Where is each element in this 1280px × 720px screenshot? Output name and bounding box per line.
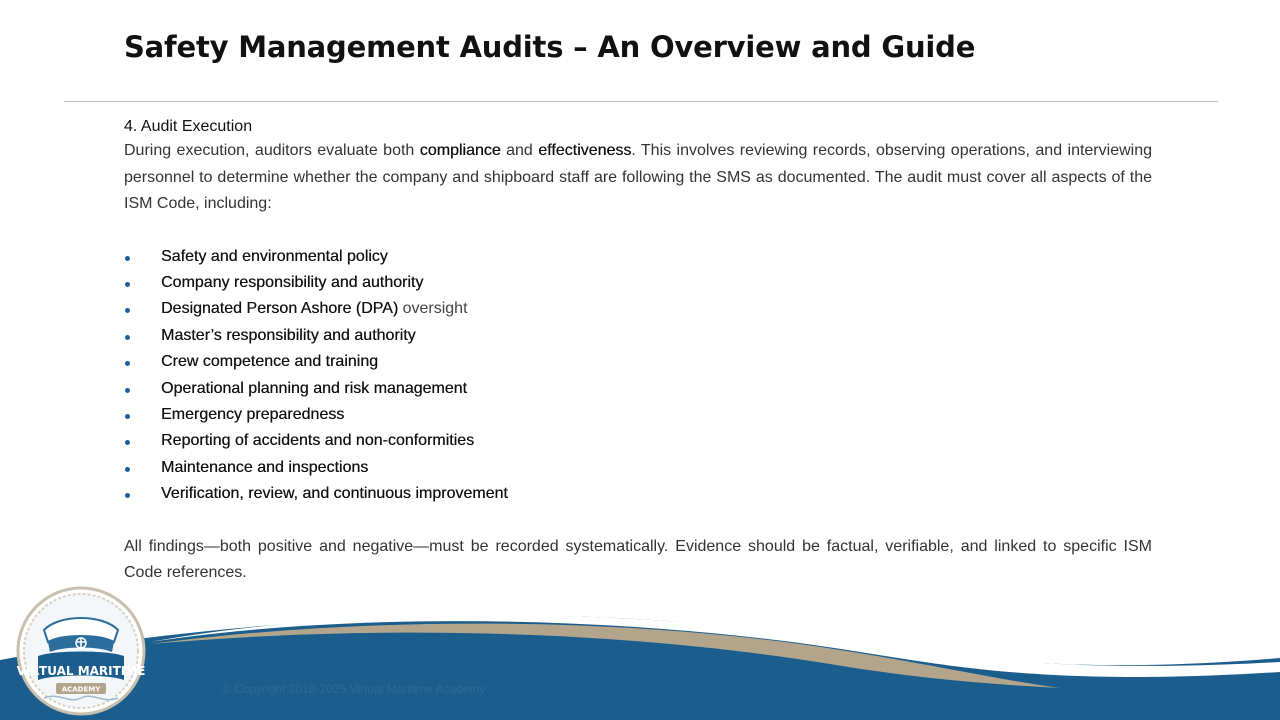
- list-item: [124, 323, 1152, 349]
- bullet-dot-icon: [125, 282, 130, 287]
- list-item: [124, 270, 1152, 296]
- list-item-text: Emergency preparedness: [161, 405, 345, 423]
- list-item-suffix: oversight: [398, 300, 468, 318]
- footer-wave: [0, 600, 1280, 720]
- list-item-text: Maintenance and inspections: [161, 458, 369, 476]
- list-item-text: Safety and environmental policy: [161, 247, 388, 265]
- list-item: [124, 402, 1152, 428]
- list-item: [124, 455, 1152, 481]
- ism-topics-list: [124, 244, 1152, 508]
- intro-paragraph: [124, 138, 1152, 218]
- bullet-dot-icon: [125, 414, 130, 419]
- list-item: [124, 349, 1152, 375]
- intro-bold-effectiveness: effectiveness: [538, 142, 632, 159]
- list-item: [124, 244, 1152, 270]
- list-item: [124, 428, 1152, 454]
- slide-title: Safety Management Audits – An Overview and Guide: [124, 30, 976, 64]
- bullet-dot-icon: [125, 335, 130, 340]
- list-item-text: Master’s responsibility and authority: [161, 326, 416, 344]
- list-item: [124, 376, 1152, 402]
- list-item-text: Reporting of accidents and non-conformities: [161, 432, 475, 450]
- list-item-text: Designated Person Ashore (DPA): [161, 300, 399, 318]
- intro-text-1: During execution, auditors evaluate both: [124, 142, 420, 159]
- bullet-dot-icon: [125, 388, 130, 393]
- list-item: [124, 481, 1152, 507]
- bullet-dot-icon: [125, 361, 130, 366]
- copyright-text: © Copyright 2018-2025 Virtual Maritime Academy: [222, 682, 486, 696]
- list-item-text: Crew competence and training: [161, 353, 379, 371]
- logo-name-text: VIRTUAL MARITIME: [16, 664, 146, 678]
- logo-sub-text: ACADEMY: [61, 685, 101, 694]
- bullet-dot-icon: [125, 256, 130, 261]
- intro-text-3: . This involves reviewing records, observing operations, and interviewing personnel to determine whether the company and shipboard staff are following the SMS as documented. The audit must cover all aspects of the ISM Code, including:: [124, 142, 1152, 212]
- bullet-dot-icon: [125, 467, 130, 472]
- section-heading: 4. Audit Execution: [124, 118, 253, 135]
- title-divider: [64, 101, 1218, 102]
- bullet-dot-icon: [125, 493, 130, 498]
- closing-paragraph: All findings—both positive and negative—must be recorded systematically. Evidence should be factual, verifiable, and linked to specific ISM Code references.: [124, 537, 1152, 582]
- intro-text-2: and: [500, 142, 539, 159]
- list-item-text: Company responsibility and authority: [161, 273, 424, 291]
- virtual-maritime-academy-logo: [14, 586, 148, 716]
- list-item-text: Verification, review, and continuous improvement: [161, 485, 508, 503]
- bullet-dot-icon: [125, 308, 130, 313]
- list-item: [124, 296, 1152, 322]
- intro-bold-compliance: compliance: [419, 142, 501, 159]
- slide-content: [124, 116, 1152, 587]
- bullet-dot-icon: [125, 440, 130, 445]
- list-item-text: Operational planning and risk management: [161, 379, 467, 397]
